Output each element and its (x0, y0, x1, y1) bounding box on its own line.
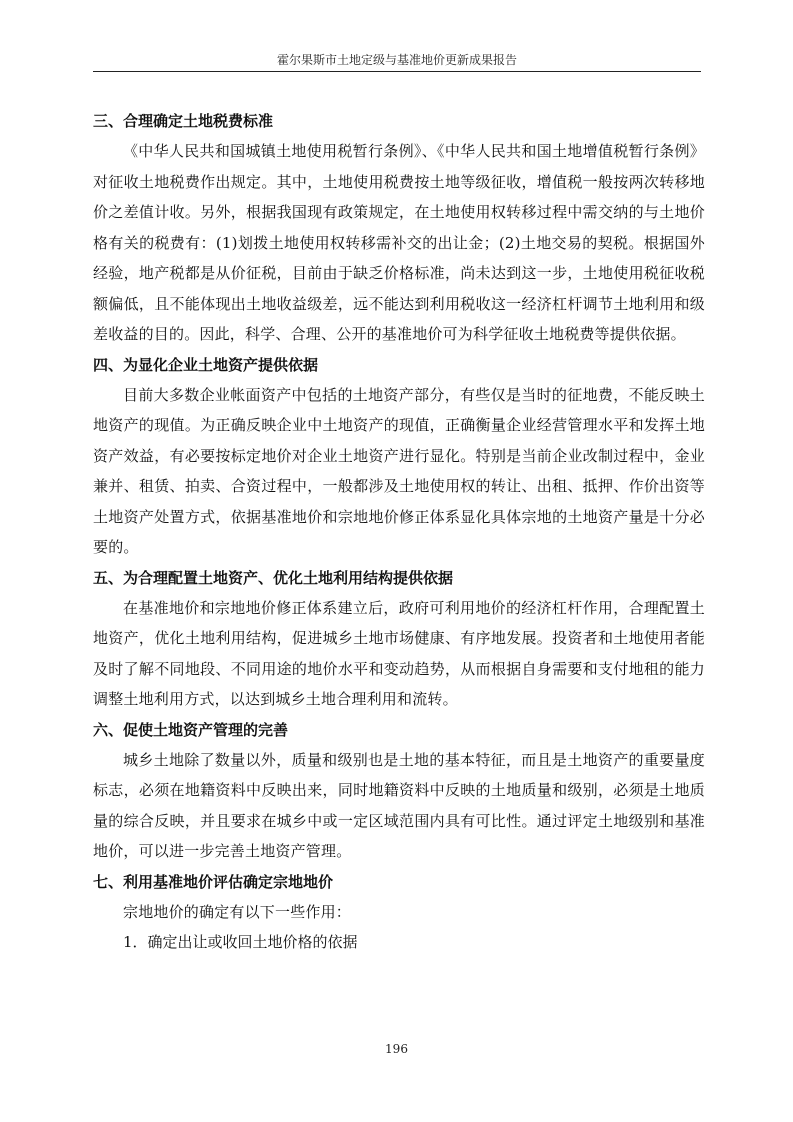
document-body (93, 106, 705, 958)
section-paragraph: 宗地地价的确定有以下一些作用： (123, 902, 352, 921)
section-paragraph: 《中华人民共和国城镇土地使用税暂行条例》、《中华人民共和国土地增值税暂行条例》对征收土地税费作出规定。其中，土地使用税费按土地等级征收，增值税一般按两次转移地价之差值计收。另外，根据我国现有政策规定，在土地使用权转移过程中需交纳的与土地价格有关的税费有：(1)划拨土地使用权转移需补交的出让金；(2)土地交易的契税。根据国外经验，地产税都是从价征税，目前由于缺乏价格标准，尚未达到这一步，土地使用税征收税额偏低，且不能体现出土地收益级差，远不能达到利用税收这一经济杠杆调节土地利用和级差收益的目的。因此，科学、合理、公开的基准地价可为科学征收土地税费等提供依据。 (93, 142, 705, 343)
section-land-allocation (93, 563, 705, 715)
section-heading: 四、为显化企业土地资产提供依据 (93, 355, 319, 374)
page-number: 196 (385, 1042, 408, 1056)
section-paragraph: 城乡土地除了数量以外，质量和级别也是土地的基本特征，而且是土地资产的重要量度标志，必须在地籍资料中反映出来，同时地籍资料中反映的土地质量和级别，必须是土地质量的综合反映，并且要求在城乡中或一定区域范围内具有可比性。通过评定土地级别和基准地价，可以进一步完善土地资产管理。 (93, 750, 705, 860)
running-header: 霍尔果斯市土地定级与基准地价更新成果报告 (276, 53, 517, 67)
header-rule (93, 71, 701, 72)
section-paragraph: 在基准地价和宗地地价修正体系建立后，政府可利用地价的经济杠杆作用，合理配置土地资产，优化土地利用结构，促进城乡土地市场健康、有序地发展。投资者和土地使用者能及时了解不同地段、不同用途的地价水平和变动趋势，从而根据自身需要和支付地租的能力调整土地利用方式，以达到城乡土地合理利用和流转。 (93, 598, 705, 708)
section-enterprise-land-assets (93, 350, 705, 563)
section-heading: 六、促使土地资产管理的完善 (93, 720, 289, 739)
section-heading: 五、为合理配置土地资产、优化土地利用结构提供依据 (93, 568, 454, 587)
section-parcel-price (93, 867, 705, 958)
section-heading: 三、合理确定土地税费标准 (93, 112, 274, 130)
list-item: 1．确定出让或收回土地价格的依据 (123, 933, 358, 951)
section-tax-standards (93, 106, 705, 350)
section-asset-management (93, 715, 705, 867)
section-paragraph: 目前大多数企业帐面资产中包括的土地资产部分，有些仅是当时的征地费，不能反映土地资产的现值。为正确反映企业中土地资产的现值，正确衡量企业经营管理水平和发挥土地资产效益，有必要按标定地价对企业土地资产进行显化。特别是当前企业改制过程中，金业兼并、租赁、拍卖、合资过程中，一般都涉及土地使用权的转让、出租、抵押、作价出资等土地资产处置方式，依据基准地价和宗地地价修正体系显化具体宗地的土地资产量是十分必要的。 (93, 385, 705, 556)
section-heading: 七、利用基准地价评估确定宗地地价 (93, 872, 334, 891)
